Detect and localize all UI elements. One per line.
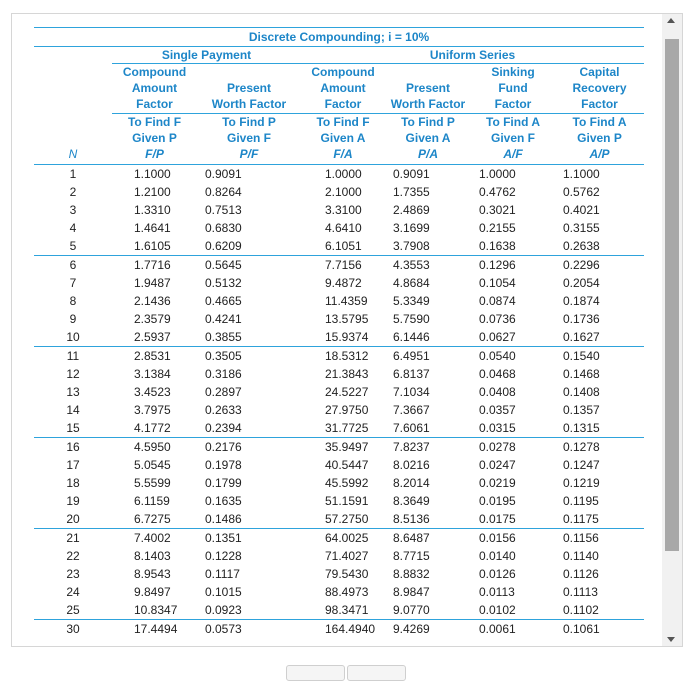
factor-cell: 21.3843 (325, 367, 369, 381)
factor-cell: 8.9543 (134, 567, 171, 581)
scroll-thumb[interactable] (665, 39, 679, 551)
column-symbol: F/A (333, 147, 353, 161)
column-name-0: Compound Amount Factor (112, 64, 197, 114)
factor-cell: 6.1446 (393, 330, 430, 344)
factor-cell: 7.7156 (301, 256, 385, 275)
factor-cell: 15.9374 (325, 330, 369, 344)
period-cell: 23 (66, 567, 80, 581)
factor-cell: 2.1000 (325, 185, 362, 199)
factor-cell: 0.1140 (563, 549, 599, 563)
factor-cell: 0.0923 (205, 603, 242, 617)
factor-cell: 1.2100 (134, 185, 171, 199)
factor-cell: 0.0102 (479, 603, 516, 617)
table-row (34, 620, 644, 639)
column-symbol: A/F (503, 147, 523, 161)
factor-cell: 0.8264 (205, 185, 242, 199)
period-cell: 11 (34, 347, 112, 366)
factor-cell: 4.1772 (134, 421, 171, 435)
factor-cell: 1.9487 (134, 276, 171, 290)
factor-cell: 3.1699 (393, 221, 430, 235)
factor-cell: 5.3349 (393, 294, 430, 308)
factor-cell: 0.1195 (563, 494, 599, 508)
period-cell: 16 (34, 438, 112, 457)
factor-cell: 18.5312 (301, 347, 385, 366)
factor-cell: 35.9497 (301, 438, 385, 457)
table-row (34, 183, 644, 201)
factor-cell: 0.0156 (471, 529, 555, 548)
factor-cell: 0.1627 (563, 330, 600, 344)
factor-cell: 3.1384 (134, 367, 171, 381)
table-body (34, 165, 644, 639)
factor-cell: 57.2750 (325, 512, 369, 526)
column-name-5: Capital Recovery Factor (555, 64, 644, 114)
factor-cell: 9.4872 (325, 276, 362, 290)
factor-cell: 2.1436 (134, 294, 171, 308)
factor-cell: 8.9847 (393, 585, 430, 599)
table-row (34, 347, 644, 366)
factor-cell: 51.1591 (325, 494, 369, 508)
period-cell: 19 (66, 494, 80, 508)
factor-cell: 0.1638 (479, 239, 516, 253)
period-cell: 17 (66, 458, 80, 472)
period-cell: 1 (69, 167, 77, 181)
factor-cell: 1.1000 (563, 167, 600, 181)
period-cell: 9 (69, 312, 77, 326)
column-symbol: P/F (239, 147, 259, 161)
factor-cell: 1.7355 (393, 185, 430, 199)
factor-cell: 0.5645 (197, 256, 301, 275)
factor-cell: 0.3855 (205, 330, 242, 344)
factor-cell: 0.1117 (205, 567, 240, 581)
column-name-3: Present Worth Factor (385, 64, 471, 114)
factor-cell: 0.3155 (563, 221, 600, 235)
factor-cell: 0.0357 (479, 403, 516, 417)
factor-cell: 0.4665 (205, 294, 242, 308)
factor-cell: 0.1315 (563, 421, 600, 435)
factor-cell: 2.3579 (134, 312, 171, 326)
factor-cell: 0.2638 (563, 239, 600, 253)
factor-cell: 5.7590 (393, 312, 430, 326)
factor-cell: 5.5599 (134, 476, 171, 490)
factor-cell: 0.2633 (205, 403, 242, 417)
factor-cell: 0.0468 (479, 367, 516, 381)
factor-cell: 4.3553 (385, 256, 471, 275)
table-row (34, 365, 644, 383)
factor-cell: 0.3505 (197, 347, 301, 366)
factor-cell: 8.5136 (393, 512, 430, 526)
period-cell: 15 (66, 421, 80, 435)
factor-cell: 17.4494 (112, 620, 197, 639)
factor-cell: 0.2394 (205, 421, 242, 435)
factor-cell: 0.2054 (563, 276, 600, 290)
column-find-5: To Find A Given P A/P (555, 114, 644, 165)
factor-cell: 0.4762 (479, 185, 516, 199)
factor-cell: 0.0573 (197, 620, 301, 639)
period-cell: 7 (69, 276, 77, 290)
table-row (34, 438, 644, 457)
factor-cell: 0.0061 (471, 620, 555, 639)
factor-cell: 0.1468 (563, 367, 600, 381)
group-single-payment: Single Payment (112, 47, 301, 64)
factor-cell: 0.0736 (479, 312, 516, 326)
factor-cell: 7.1034 (393, 385, 430, 399)
factor-cell: 1.7716 (112, 256, 197, 275)
factor-cell: 0.0278 (471, 438, 555, 457)
column-symbol: P/A (417, 147, 438, 161)
period-cell: 12 (66, 367, 80, 381)
period-cell: 22 (66, 549, 80, 563)
table-row (34, 165, 644, 184)
factor-cell: 79.5430 (325, 567, 369, 581)
factor-cell: 6.4951 (385, 347, 471, 366)
factor-cell: 7.4002 (112, 529, 197, 548)
factor-cell: 3.3100 (325, 203, 362, 217)
factor-cell: 0.0627 (479, 330, 516, 344)
period-cell: 8 (69, 294, 77, 308)
column-name-4: Sinking Fund Factor (471, 64, 555, 114)
factor-cell: 0.1113 (563, 585, 598, 599)
factor-cell: 6.1051 (325, 239, 362, 253)
group-uniform-series: Uniform Series (301, 47, 644, 64)
period-cell: 21 (34, 529, 112, 548)
factor-cell: 0.1247 (563, 458, 600, 472)
factor-cell: 0.0195 (479, 494, 516, 508)
factor-cell: 3.7975 (134, 403, 171, 417)
period-cell: 24 (66, 585, 80, 599)
factor-cell: 0.0315 (479, 421, 516, 435)
table-row (34, 529, 644, 548)
factor-cell: 0.1278 (555, 438, 644, 457)
period-cell: 5 (69, 239, 77, 253)
factor-cell: 0.5132 (205, 276, 242, 290)
factor-cell: 45.5992 (325, 476, 369, 490)
period-cell: 4 (69, 221, 77, 235)
scroll-down-arrow-icon[interactable] (667, 637, 675, 642)
factor-cell: 0.2155 (479, 221, 516, 235)
factor-cell: 98.3471 (325, 603, 369, 617)
period-cell: 20 (66, 512, 80, 526)
column-name-1: Present Worth Factor (197, 64, 301, 114)
factor-cell: 0.7513 (205, 203, 242, 217)
period-cell: 6 (34, 256, 112, 275)
table-row (34, 383, 644, 401)
factor-cell: 0.1126 (563, 567, 599, 581)
table-row (34, 456, 644, 474)
factor-cell: 0.1156 (555, 529, 644, 548)
factor-cell: 0.1175 (563, 512, 599, 526)
factor-cell: 1.6105 (134, 239, 171, 253)
factor-cell: 4.6410 (325, 221, 362, 235)
factor-cell: 2.8531 (112, 347, 197, 366)
factor-cell: 9.4269 (385, 620, 471, 639)
factor-cell: 0.0247 (479, 458, 516, 472)
vertical-scrollbar[interactable] (662, 14, 682, 646)
table-row (34, 510, 644, 529)
factor-cell: 24.5227 (325, 385, 369, 399)
factor-cell: 1.3310 (134, 203, 171, 217)
factor-cell: 10.8347 (134, 603, 178, 617)
factor-cell: 7.6061 (393, 421, 430, 435)
factor-cell: 0.2897 (205, 385, 242, 399)
period-cell: 25 (66, 603, 80, 617)
factor-cell: 0.1102 (563, 603, 599, 617)
period-cell: 30 (34, 620, 112, 639)
factor-cell: 2.5937 (134, 330, 171, 344)
factor-cell: 0.5762 (563, 185, 600, 199)
factor-cell: 0.1874 (563, 294, 600, 308)
period-cell: 18 (66, 476, 80, 490)
factor-cell: 40.5447 (325, 458, 369, 472)
table-row (34, 401, 644, 419)
period-cell: 13 (66, 385, 80, 399)
factor-cell: 0.0540 (471, 347, 555, 366)
factor-cell: 0.3021 (479, 203, 516, 217)
column-find-4: To Find A Given F A/F (471, 114, 555, 165)
table-row (34, 292, 644, 310)
factor-cell: 8.8832 (393, 567, 430, 581)
factor-cell: 0.1054 (479, 276, 516, 290)
factor-cell: 31.7725 (325, 421, 369, 435)
column-symbol: A/P (589, 147, 610, 161)
column-find-2: To Find F Given A F/A (301, 114, 385, 165)
factor-cell: 0.4241 (205, 312, 242, 326)
table-row (34, 237, 644, 256)
factor-cell: 0.0126 (479, 567, 516, 581)
factor-cell: 0.1015 (205, 585, 242, 599)
table-frame (11, 13, 683, 647)
factor-cell: 2.4869 (393, 203, 430, 217)
factor-cell: 0.4021 (563, 203, 600, 217)
factor-cell: 7.3667 (393, 403, 430, 417)
table-row (34, 601, 644, 620)
factor-cell: 0.1296 (471, 256, 555, 275)
factor-cell: 1.4641 (134, 221, 171, 235)
factor-cell: 9.8497 (134, 585, 171, 599)
factor-cell: 3.7908 (393, 239, 430, 253)
table-row (34, 583, 644, 601)
column-find-1: To Find P Given F P/F (197, 114, 301, 165)
factor-cell: 0.1228 (205, 549, 242, 563)
factor-cell: 0.9091 (393, 167, 430, 181)
table-row (34, 474, 644, 492)
factor-cell: 8.2014 (393, 476, 430, 490)
period-cell: 10 (66, 330, 80, 344)
factor-cell: 4.8684 (393, 276, 430, 290)
table-row (34, 201, 644, 219)
factor-cell: 0.6830 (205, 221, 242, 235)
factor-cell: 3.4523 (134, 385, 171, 399)
factor-cell: 5.0545 (134, 458, 171, 472)
scroll-up-arrow-icon[interactable] (667, 18, 675, 23)
factor-cell: 88.4973 (325, 585, 369, 599)
table-row (34, 419, 644, 438)
factor-cell: 0.1061 (555, 620, 644, 639)
factor-cell: 0.0140 (479, 549, 516, 563)
factor-cell: 0.1799 (205, 476, 242, 490)
factor-cell: 9.0770 (393, 603, 430, 617)
factor-cell: 13.5795 (325, 312, 369, 326)
table-row (34, 219, 644, 237)
factor-cell: 6.7275 (134, 512, 171, 526)
factor-cell: 0.1408 (563, 385, 600, 399)
column-symbol: F/P (145, 147, 164, 161)
factor-cell: 4.5950 (112, 438, 197, 457)
factor-cell: 7.8237 (385, 438, 471, 457)
factor-cell: 0.1357 (563, 403, 600, 417)
factor-cell: 0.0113 (479, 585, 515, 599)
table-row (34, 328, 644, 347)
n-header: N (34, 114, 112, 165)
factor-cell: 0.1635 (205, 494, 242, 508)
factor-cell: 8.7715 (393, 549, 430, 563)
bottom-button-left[interactable] (286, 665, 345, 681)
table-viewport (12, 14, 662, 646)
factor-cell: 0.1978 (205, 458, 242, 472)
factor-cell: 8.3649 (393, 494, 430, 508)
factor-cell: 0.1351 (197, 529, 301, 548)
interest-table (34, 27, 644, 638)
factor-cell: 164.4940 (301, 620, 385, 639)
table-row (34, 310, 644, 328)
factor-cell: 1.0000 (479, 167, 516, 181)
table-row (34, 547, 644, 565)
period-cell: 14 (66, 403, 80, 417)
factor-cell: 64.0025 (301, 529, 385, 548)
factor-cell: 0.0175 (479, 512, 516, 526)
factor-cell: 11.4359 (325, 294, 368, 308)
bottom-button-right[interactable] (347, 665, 406, 681)
factor-cell: 0.3186 (205, 367, 242, 381)
table-title: Discrete Compounding; i = 10% (34, 28, 644, 47)
factor-cell: 0.2296 (555, 256, 644, 275)
factor-cell: 0.1736 (563, 312, 600, 326)
period-cell: 3 (69, 203, 77, 217)
factor-cell: 27.9750 (325, 403, 369, 417)
table-row (34, 565, 644, 583)
period-cell: 2 (69, 185, 77, 199)
factor-cell: 0.0408 (479, 385, 516, 399)
factor-cell: 0.1219 (563, 476, 600, 490)
factor-cell: 1.0000 (325, 167, 362, 181)
factor-cell: 0.1540 (555, 347, 644, 366)
table-row (34, 492, 644, 510)
factor-cell: 0.0219 (479, 476, 516, 490)
table-row (34, 256, 644, 275)
table-row (34, 274, 644, 292)
factor-cell: 0.2176 (197, 438, 301, 457)
factor-cell: 0.6209 (205, 239, 242, 253)
factor-cell: 6.8137 (393, 367, 430, 381)
factor-cell: 8.1403 (134, 549, 171, 563)
column-name-2: Compound Amount Factor (301, 64, 385, 114)
column-find-3: To Find P Given A P/A (385, 114, 471, 165)
factor-cell: 8.6487 (385, 529, 471, 548)
factor-cell: 0.1486 (205, 512, 242, 526)
column-find-0: To Find F Given P F/P (112, 114, 197, 165)
factor-cell: 6.1159 (134, 494, 170, 508)
factor-cell: 71.4027 (325, 549, 369, 563)
factor-cell: 0.0874 (479, 294, 516, 308)
factor-cell: 0.9091 (205, 167, 242, 181)
factor-cell: 8.0216 (393, 458, 430, 472)
factor-cell: 1.1000 (134, 167, 171, 181)
